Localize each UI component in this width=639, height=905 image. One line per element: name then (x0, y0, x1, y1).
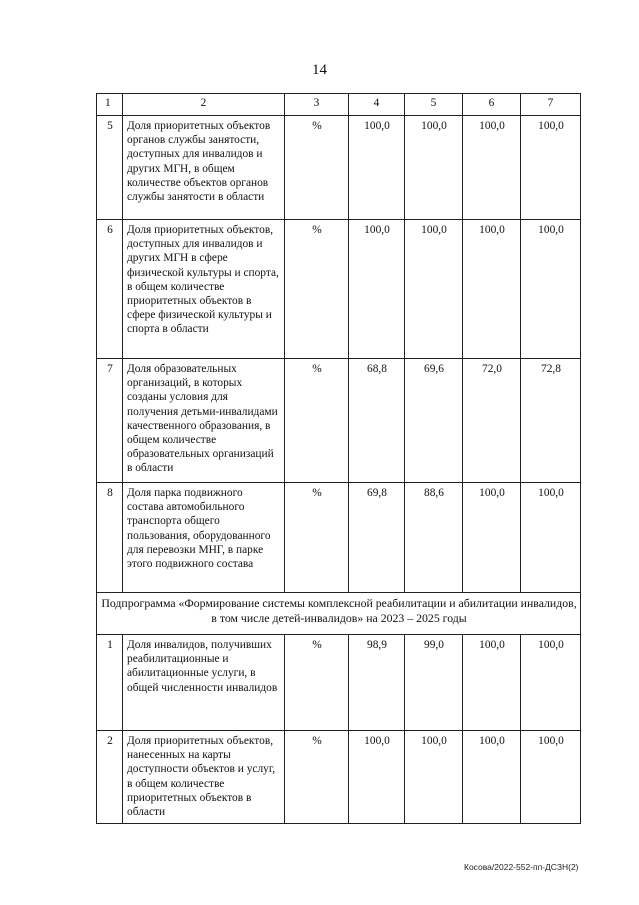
value-cell: 100,0 (405, 116, 463, 220)
indicator-name: Доля приоритетных объектов, доступных для инвалидов и других МГН в сфере физической культуры и спорта, в общем количестве приоритетных объектов в сфере физической культуры и спорта в области (123, 220, 285, 359)
subprogram-row (97, 593, 581, 635)
value-cell: 72,8 (521, 359, 581, 483)
value-cell: 100,0 (349, 220, 405, 359)
value-cell: 100,0 (349, 731, 405, 824)
value-cell: 100,0 (463, 220, 521, 359)
indicators-table (96, 93, 581, 824)
unit-cell: % (285, 359, 349, 483)
table-header-row (97, 94, 581, 116)
row-number: 2 (97, 731, 123, 824)
row-number: 1 (97, 635, 123, 731)
column-header: 4 (349, 94, 405, 116)
unit-cell: % (285, 116, 349, 220)
value-cell: 72,0 (463, 359, 521, 483)
unit-cell: % (285, 635, 349, 731)
value-cell: 100,0 (463, 116, 521, 220)
value-cell: 100,0 (463, 731, 521, 824)
value-cell: 100,0 (521, 483, 581, 593)
value-cell: 100,0 (463, 483, 521, 593)
value-cell: 100,0 (521, 635, 581, 731)
table-row (97, 116, 581, 220)
indicator-name: Доля инвалидов, получивших реабилитационные и абилитационные услуги, в общей численности инвалидов (123, 635, 285, 731)
table-row (97, 220, 581, 359)
table-row (97, 731, 581, 824)
value-cell: 100,0 (521, 731, 581, 824)
value-cell: 98,9 (349, 635, 405, 731)
value-cell: 100,0 (349, 116, 405, 220)
column-header: 6 (463, 94, 521, 116)
row-number: 6 (97, 220, 123, 359)
value-cell: 88,6 (405, 483, 463, 593)
column-header: 5 (405, 94, 463, 116)
column-header: 3 (285, 94, 349, 116)
row-number: 5 (97, 116, 123, 220)
value-cell: 69,6 (405, 359, 463, 483)
row-number: 7 (97, 359, 123, 483)
indicator-name: Доля приоритетных объектов органов службы занятости, доступных для инвалидов и других МГН, в общем количестве объектов органов службы занятости в области (123, 116, 285, 220)
column-header: 1 (97, 94, 123, 116)
unit-cell: % (285, 731, 349, 824)
page-number: 14 (312, 62, 327, 78)
unit-cell: % (285, 220, 349, 359)
table-row (97, 359, 581, 483)
value-cell: 100,0 (521, 116, 581, 220)
column-header: 2 (123, 94, 285, 116)
row-number: 8 (97, 483, 123, 593)
value-cell: 99,0 (405, 635, 463, 731)
value-cell: 69,8 (349, 483, 405, 593)
indicator-name: Доля приоритетных объектов, нанесенных на карты доступности объектов и услуг, в общем количестве приоритетных объектов в области (123, 731, 285, 824)
table-row (97, 483, 581, 593)
indicator-name: Доля парка подвижного состава автомобильного транспорта общего пользования, оборудованного для перевозки МНГ, в парке этого подвижного состава (123, 483, 285, 593)
column-header: 7 (521, 94, 581, 116)
value-cell: 100,0 (521, 220, 581, 359)
value-cell: 100,0 (405, 731, 463, 824)
document-footer-code: Косова/2022-552-пп-ДСЗН(2) (464, 862, 579, 872)
table-row (97, 635, 581, 731)
value-cell: 100,0 (463, 635, 521, 731)
indicator-name: Доля образовательных организаций, в которых созданы условия для получения детьми-инвалидами качественного образования, в общем количестве образовательных организаций в области (123, 359, 285, 483)
value-cell: 68,8 (349, 359, 405, 483)
subprogram-title: Подпрограмма «Формирование системы комплексной реабилитации и абилитации инвалидов, в том числе детей-инвалидов» на 2023 – 2025 годы (97, 593, 581, 635)
unit-cell: % (285, 483, 349, 593)
value-cell: 100,0 (405, 220, 463, 359)
